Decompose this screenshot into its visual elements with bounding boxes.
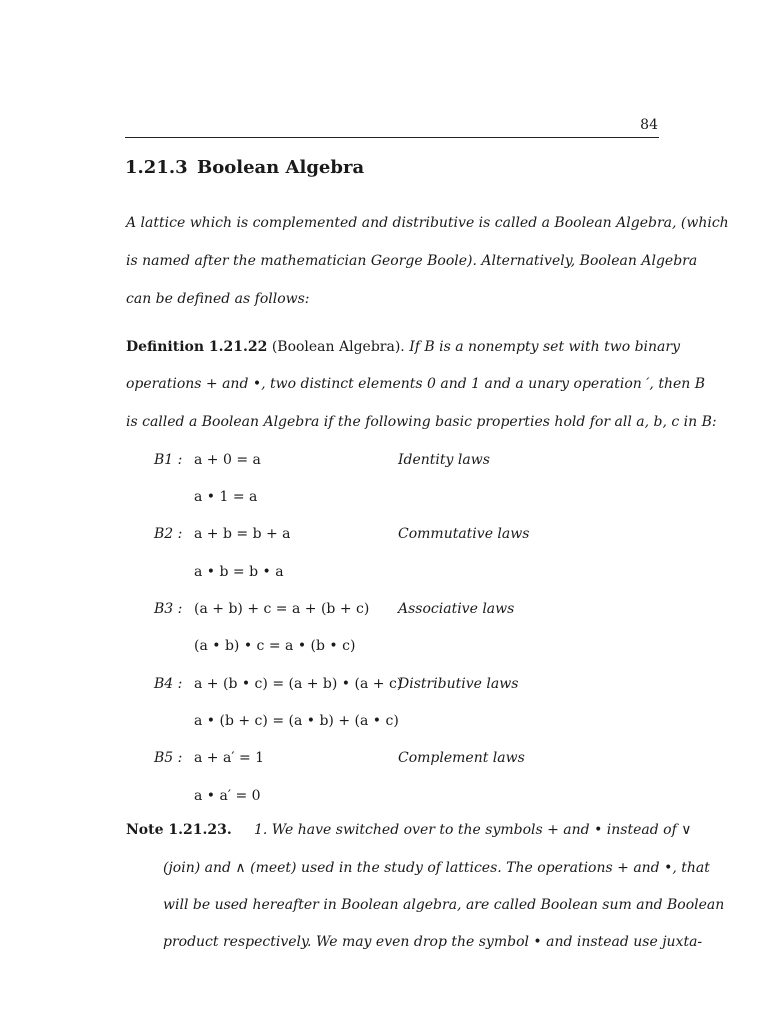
definition-line-1	[126, 339, 680, 355]
law-label-b3: B3 :	[154, 601, 183, 617]
intro-line-3: can be defined as follows:	[126, 291, 310, 307]
note-label: Note 1.21.23.	[126, 822, 232, 838]
definition-line-2: operations + and •, two distinct elements 0 and 1 and a unary operation ′, then B	[126, 376, 706, 392]
intro-line-1: A lattice which is complemented and distributive is called a Boolean Algebra, (which	[126, 215, 729, 231]
definition-text-1: If B is a nonempty set with two binary	[409, 339, 680, 355]
law-name-b3: Associative laws	[398, 601, 515, 617]
definition-name: (Boolean Algebra).	[271, 339, 405, 355]
note-text-1: 1. We have switched over to the symbols + and • instead of ∨	[253, 822, 692, 838]
law-eq-b2-2: a • b = b • a	[194, 564, 284, 580]
definition-line-3: is called a Boolean Algebra if the following basic properties hold for all a, b, c in B:	[126, 414, 717, 430]
note-line-3: will be used hereafter in Boolean algebra, are called Boolean sum and Boolean	[163, 897, 725, 913]
law-label-b4: B4 :	[154, 676, 183, 692]
intro-line-2: is named after the mathematician George Boole). Alternatively, Boolean Algebra	[126, 253, 698, 269]
section-title-text: Boolean Algebra	[197, 157, 365, 178]
law-eq-b5-2: a • a′ = 0	[194, 788, 261, 804]
law-label-b5: B5 :	[154, 750, 183, 766]
law-label-b2: B2 :	[154, 526, 183, 542]
section-title	[125, 157, 364, 178]
header-rule	[125, 137, 659, 138]
law-label-b1: B1 :	[154, 452, 183, 468]
law-name-b1: Identity laws	[398, 452, 490, 468]
law-eq-b1-1: a + 0 = a	[194, 452, 261, 468]
law-name-b5: Complement laws	[398, 750, 525, 766]
law-eq-b4-1: a + (b • c) = (a + b) • (a + c)	[194, 676, 403, 692]
definition-label: Definition 1.21.22	[126, 339, 268, 355]
law-eq-b3-2: (a • b) • c = a • (b • c)	[194, 638, 356, 654]
note-line-2: (join) and ∧ (meet) used in the study of lattices. The operations + and •, that	[163, 860, 710, 876]
law-eq-b1-2: a • 1 = a	[194, 489, 258, 505]
law-name-b4: Distributive laws	[398, 676, 519, 692]
law-eq-b4-2: a • (b + c) = (a • b) + (a • c)	[194, 713, 399, 729]
note-line-4: product respectively. We may even drop the symbol • and instead use juxta-	[163, 934, 703, 950]
note-line-1	[126, 822, 691, 838]
law-eq-b5-1: a + a′ = 1	[194, 750, 265, 766]
section-number: 1.21.3	[125, 157, 188, 178]
page-number: 84	[640, 117, 658, 133]
law-name-b2: Commutative laws	[398, 526, 530, 542]
law-eq-b3-1: (a + b) + c = a + (b + c)	[194, 601, 370, 617]
law-eq-b2-1: a + b = b + a	[194, 526, 291, 542]
